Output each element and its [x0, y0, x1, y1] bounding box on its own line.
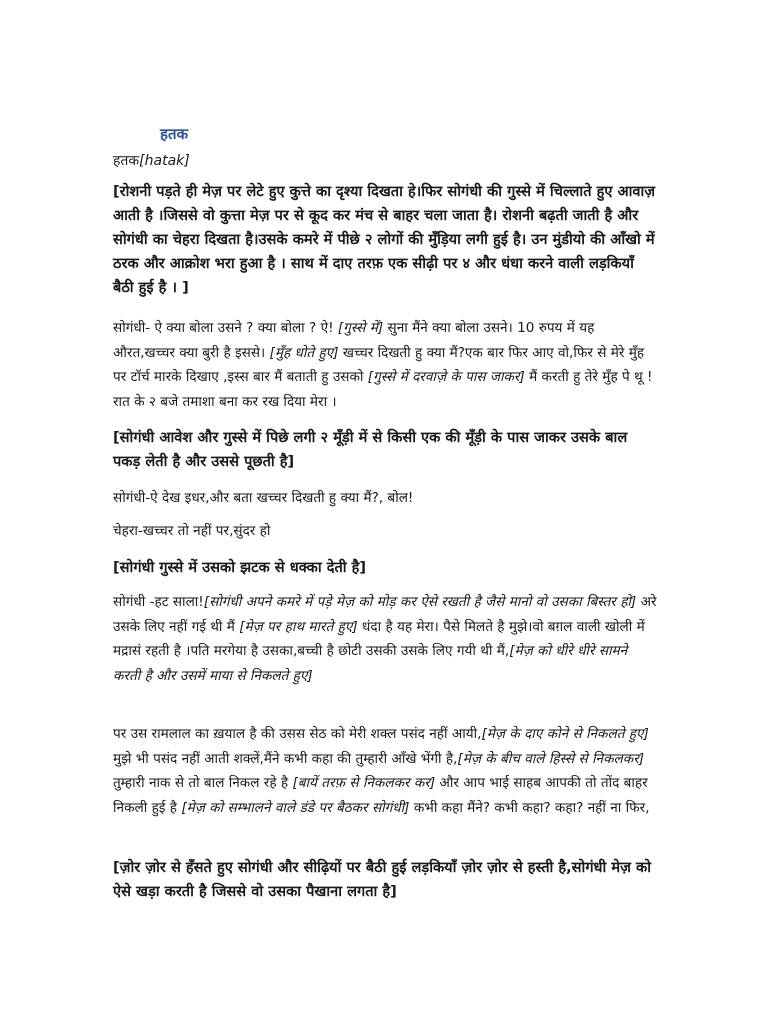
inline-stage-note: [गुस्से में] — [337, 320, 384, 336]
dialogue-text: और आप भाई साहब आपकी तो तोंद बाहर निकली हुई है — [113, 775, 648, 816]
document-subtitle — [113, 151, 190, 170]
dialogue-text: खच्चर दिखती हु क्या मैं?एक बार फिर आए वो,फिर से मेरे मुँह पर टॉर्च मारके दिखाए ,इस्स बार मैं बताती हु उसको — [113, 344, 645, 385]
dialogue-paragraph-5 — [113, 722, 658, 820]
inline-stage-note: [मेज़ पर हाथ मारते हुए] — [239, 618, 358, 635]
dialogue-text: सोगंधी- ऐ क्या बोला उसने ? क्या बोला ? ऐ! — [113, 320, 338, 336]
stage-direction-1: [रोशनी पड़ते ही मेज़ पर लेटे हुए कुत्ते का दृश्या दिखता हे।फिर सोगंधी की गुस्से में चिल्लाते हुए आवाज़ आती है ।जिससे वो कुत्ता मेज़ पर से कूद कर मंच से बाहर चला जाता है। रोशनी बढ़ती जाती है और सोगंधी का चेहरा दिखता है।उसके कमरे में पीछे २ लोगों की मुँड़िया लगी हुई है। उन मुंडीयो की आँखो में ठरक और आक्रोश भरा हुआ है । साथ में दाए तरफ़ एक सीढ़ी पर ४ और धंधा करने वाली लड़कियाँ बैठी हुई है । ] — [113, 183, 656, 296]
dialogue-text: अरे उसके लिए नहीं गई थी मैं — [113, 594, 657, 635]
dialogue-text: धंदा है यह मेरा। पैसे मिलते है मुझे।वो बग़ल वाली खोली में मद्रासं रहती है ।पति मरगेया है उसका,बच्ची है छोटी उसकी उसके लिए गयी थी मैं, — [113, 618, 645, 659]
stage-direction-4: [ज़ोर ज़ोर से हँसते हुए सोगंधी और सीढ़ियों पर बैठी हुई लड़कियाँ ज़ोर ज़ोर से हस्ती है,सोगंधी मेज़ को ऐसे खड़ा करती है जिससे वो उसका पैखाना लगता है] — [113, 859, 651, 900]
dialogue-text: चेहरा-खच्चर तो नहीं पर,सुंदर हो — [113, 523, 271, 539]
stage-direction-2: [सोगंधी आवेश और गुस्से में पिछे लगी २ मूँड़ी में से किसी एक की मूँड़ी के पास जाकर उसके बाल पकड़ लेती है और उससे पूछती है] — [113, 429, 628, 470]
dialogue-paragraph-1 — [113, 316, 658, 414]
dialogue-text: कभी कहा मैंने? कभी कहा? कहा? नहीं ना फिर, — [409, 799, 650, 816]
inline-stage-note: [मेज़ को सम्भालने वाले डंडे पर बैठकर सोगंधी] — [181, 799, 410, 816]
dialogue-text: सोगंधी -हट साला! — [113, 594, 204, 610]
dialogue-text: तुम्हारी नाक से तो बाल निकल रहे है — [113, 775, 293, 791]
dialogue-paragraph-2 — [113, 486, 658, 511]
dialogue-text: मुझे भी पसंद नहीं आती शक्लें,मैंने कभी कहा की तुम्हारी आँखे भेंगी है, — [113, 750, 458, 767]
dialogue-paragraph-3 — [113, 519, 658, 544]
inline-stage-note: [मेज़ के बीच वाले हिस्से से निकलकर] — [457, 750, 645, 767]
subtitle-transliteration: [hatak] — [139, 153, 190, 169]
dialogue-text: सोगंधी-ऐ देख इधर,और बता खच्चर दिखती हु क्या मैं?, बोल! — [113, 490, 414, 506]
inline-stage-note: [मुँह धोते हुए] — [269, 344, 339, 361]
subtitle-text: हतक — [113, 153, 140, 169]
inline-stage-note: [सोगंधी अपने कमरे में पड़े मेज़ को मोड़ कर ऐसे रखती है जैसे मानो वो उसका बिस्तर हो] — [203, 594, 637, 610]
dialogue-paragraph-4 — [113, 590, 658, 688]
stage-direction-3: [सोगंधी गुस्से में उसको झटक से धक्का देती है] — [113, 559, 367, 576]
inline-stage-note: [मेज़ को धीरे धीरे सामने करती है और उसमें माया से निकलते हुए] — [113, 643, 628, 684]
dialogue-text: पर उस रामलाल का ख़याल है की उसस सेठ को मेरी शक्ल पसंद नहीं आयी, — [113, 726, 482, 742]
dialogue-text: सुना मैंने क्या बोला उसने। 10 रुपय में यह औरत,खच्चर क्या बुरी है इससे। — [113, 320, 595, 361]
document-title: हतक — [160, 125, 189, 143]
inline-stage-note: [गुस्से में दरवाज़े के पास जाकर] — [367, 369, 525, 385]
inline-stage-note: [मेज़ के दाए कोने से निकलते हुए] — [481, 726, 649, 742]
inline-stage-note: [बायें तरफ़ से निकलकर कर] — [292, 775, 436, 791]
dialogue-text: मैं करती हु तेरे मुँह पे थू ! रात के २ बजे तमाशा बना कर रख दिया मेरा । — [113, 369, 653, 410]
